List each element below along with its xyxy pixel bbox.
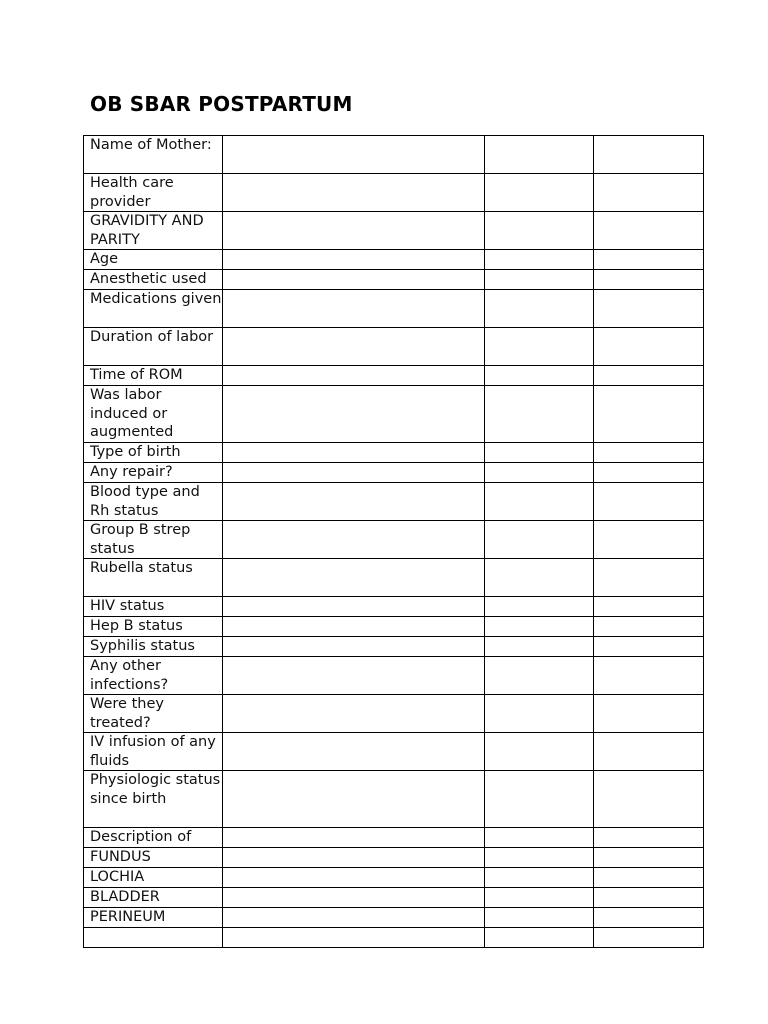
entry-cell-1[interactable]: [223, 174, 485, 212]
entry-cell-3[interactable]: [594, 270, 704, 290]
entry-cell-1[interactable]: [223, 733, 485, 771]
table-row: [84, 733, 704, 771]
entry-cell-1[interactable]: [223, 695, 485, 733]
row-label-cell: Group B strep status: [84, 521, 223, 559]
entry-cell-3[interactable]: [594, 908, 704, 928]
entry-cell-2[interactable]: [485, 328, 594, 366]
table-row: [84, 848, 704, 868]
row-label-cell: Hep B status: [84, 617, 223, 637]
row-label-cell: Was labor induced or augmented: [84, 386, 223, 443]
entry-cell-2[interactable]: [485, 868, 594, 888]
entry-cell-1[interactable]: [223, 212, 485, 250]
row-label-cell: FUNDUS: [84, 848, 223, 868]
row-label-cell: Any repair?: [84, 463, 223, 483]
entry-cell-2[interactable]: [485, 443, 594, 463]
row-label-cell: Rubella status: [84, 559, 223, 597]
entry-cell-1[interactable]: [223, 771, 485, 828]
entry-cell-3[interactable]: [594, 290, 704, 328]
row-label-cell: Age: [84, 250, 223, 270]
entry-cell-2[interactable]: [485, 463, 594, 483]
entry-cell-3[interactable]: [594, 174, 704, 212]
table-row: [84, 521, 704, 559]
table-row: [84, 250, 704, 270]
entry-cell-1[interactable]: [223, 888, 485, 908]
entry-cell-2[interactable]: [485, 908, 594, 928]
entry-cell-3[interactable]: [594, 443, 704, 463]
row-label-cell: HIV status: [84, 597, 223, 617]
entry-cell-1[interactable]: [223, 559, 485, 597]
row-label-cell: Type of birth: [84, 443, 223, 463]
entry-cell-1[interactable]: [223, 908, 485, 928]
entry-cell-3[interactable]: [594, 828, 704, 848]
table-row: [84, 597, 704, 617]
entry-cell-3[interactable]: [594, 868, 704, 888]
row-label-cell: Were they treated?: [84, 695, 223, 733]
entry-cell-3[interactable]: [594, 559, 704, 597]
table-row: [84, 868, 704, 888]
entry-cell-1[interactable]: [223, 868, 485, 888]
table-row: [84, 617, 704, 637]
row-label-cell: Health care provider: [84, 174, 223, 212]
entry-cell-3[interactable]: [594, 483, 704, 521]
entry-cell-3[interactable]: [594, 733, 704, 771]
entry-cell-1[interactable]: [223, 366, 485, 386]
entry-cell-1[interactable]: [223, 386, 485, 443]
row-label-cell: Time of ROM: [84, 366, 223, 386]
entry-cell-2[interactable]: [485, 828, 594, 848]
entry-cell-3[interactable]: [594, 888, 704, 908]
table-row: [84, 463, 704, 483]
entry-cell-2[interactable]: [485, 483, 594, 521]
table-row: [84, 366, 704, 386]
entry-cell-2[interactable]: [485, 559, 594, 597]
table-row: [84, 174, 704, 212]
table-row: [84, 828, 704, 848]
table-row: [84, 386, 704, 443]
sbar-form-table: [83, 135, 704, 948]
entry-cell-1[interactable]: [223, 637, 485, 657]
entry-cell-3[interactable]: [594, 250, 704, 270]
entry-cell-3[interactable]: [594, 521, 704, 559]
table-row: [84, 559, 704, 597]
row-label-cell: Medications given: [84, 290, 223, 328]
row-label-cell: IV infusion of any fluids: [84, 733, 223, 771]
row-label-cell: Any other infections?: [84, 657, 223, 695]
entry-cell-3[interactable]: [594, 848, 704, 868]
row-label-cell: BLADDER: [84, 888, 223, 908]
entry-cell-1[interactable]: [223, 443, 485, 463]
entry-cell-1[interactable]: [223, 270, 485, 290]
entry-cell-3[interactable]: [594, 695, 704, 733]
entry-cell-3[interactable]: [594, 928, 704, 948]
table-row: [84, 136, 704, 174]
entry-cell-2[interactable]: [485, 848, 594, 868]
entry-cell-2[interactable]: [485, 270, 594, 290]
row-label-cell: [84, 928, 223, 948]
table-row: [84, 771, 704, 828]
table-row: [84, 928, 704, 948]
entry-cell-2[interactable]: [485, 136, 594, 174]
table-row: [84, 328, 704, 366]
entry-cell-2[interactable]: [485, 366, 594, 386]
entry-cell-2[interactable]: [485, 521, 594, 559]
row-label-cell: Anesthetic used: [84, 270, 223, 290]
entry-cell-1[interactable]: [223, 521, 485, 559]
entry-cell-1[interactable]: [223, 657, 485, 695]
table-row: [84, 908, 704, 928]
table-row: [84, 637, 704, 657]
entry-cell-1[interactable]: [223, 597, 485, 617]
entry-cell-3[interactable]: [594, 617, 704, 637]
row-label-cell: Name of Mother:: [84, 136, 223, 174]
table-row: [84, 290, 704, 328]
entry-cell-2[interactable]: [485, 212, 594, 250]
entry-cell-3[interactable]: [594, 637, 704, 657]
entry-cell-3[interactable]: [594, 212, 704, 250]
entry-cell-1[interactable]: [223, 136, 485, 174]
table-row: [84, 443, 704, 463]
entry-cell-2[interactable]: [485, 597, 594, 617]
table-row: [84, 270, 704, 290]
table-row: [84, 483, 704, 521]
row-label-cell: Description of: [84, 828, 223, 848]
table-row: [84, 657, 704, 695]
entry-cell-3[interactable]: [594, 463, 704, 483]
entry-cell-1[interactable]: [223, 828, 485, 848]
row-label-cell: PERINEUM: [84, 908, 223, 928]
entry-cell-2[interactable]: [485, 733, 594, 771]
entry-cell-1[interactable]: [223, 463, 485, 483]
entry-cell-3[interactable]: [594, 386, 704, 443]
entry-cell-1[interactable]: [223, 617, 485, 637]
entry-cell-2[interactable]: [485, 657, 594, 695]
entry-cell-1[interactable]: [223, 328, 485, 366]
entry-cell-1[interactable]: [223, 250, 485, 270]
entry-cell-1[interactable]: [223, 928, 485, 948]
entry-cell-2[interactable]: [485, 386, 594, 443]
table-row: [84, 695, 704, 733]
row-label-cell: Physiologic status since birth: [84, 771, 223, 828]
entry-cell-2[interactable]: [485, 174, 594, 212]
row-label-cell: Duration of labor: [84, 328, 223, 366]
entry-cell-2[interactable]: [485, 290, 594, 328]
row-label-cell: GRAVIDITY AND PARITY: [84, 212, 223, 250]
entry-cell-3[interactable]: [594, 328, 704, 366]
document-title: OB SBAR POSTPARTUM: [90, 92, 353, 116]
entry-cell-3[interactable]: [594, 136, 704, 174]
entry-cell-2[interactable]: [485, 637, 594, 657]
sbar-table-body: [84, 136, 704, 948]
entry-cell-2[interactable]: [485, 250, 594, 270]
entry-cell-2[interactable]: [485, 695, 594, 733]
table-row: [84, 212, 704, 250]
entry-cell-3[interactable]: [594, 366, 704, 386]
row-label-cell: Syphilis status: [84, 637, 223, 657]
table-row: [84, 888, 704, 908]
entry-cell-3[interactable]: [594, 771, 704, 828]
entry-cell-3[interactable]: [594, 597, 704, 617]
entry-cell-1[interactable]: [223, 483, 485, 521]
row-label-cell: LOCHIA: [84, 868, 223, 888]
entry-cell-2[interactable]: [485, 617, 594, 637]
entry-cell-2[interactable]: [485, 928, 594, 948]
row-label-cell: Blood type and Rh status: [84, 483, 223, 521]
entry-cell-2[interactable]: [485, 888, 594, 908]
entry-cell-3[interactable]: [594, 657, 704, 695]
entry-cell-2[interactable]: [485, 771, 594, 828]
entry-cell-1[interactable]: [223, 848, 485, 868]
entry-cell-1[interactable]: [223, 290, 485, 328]
